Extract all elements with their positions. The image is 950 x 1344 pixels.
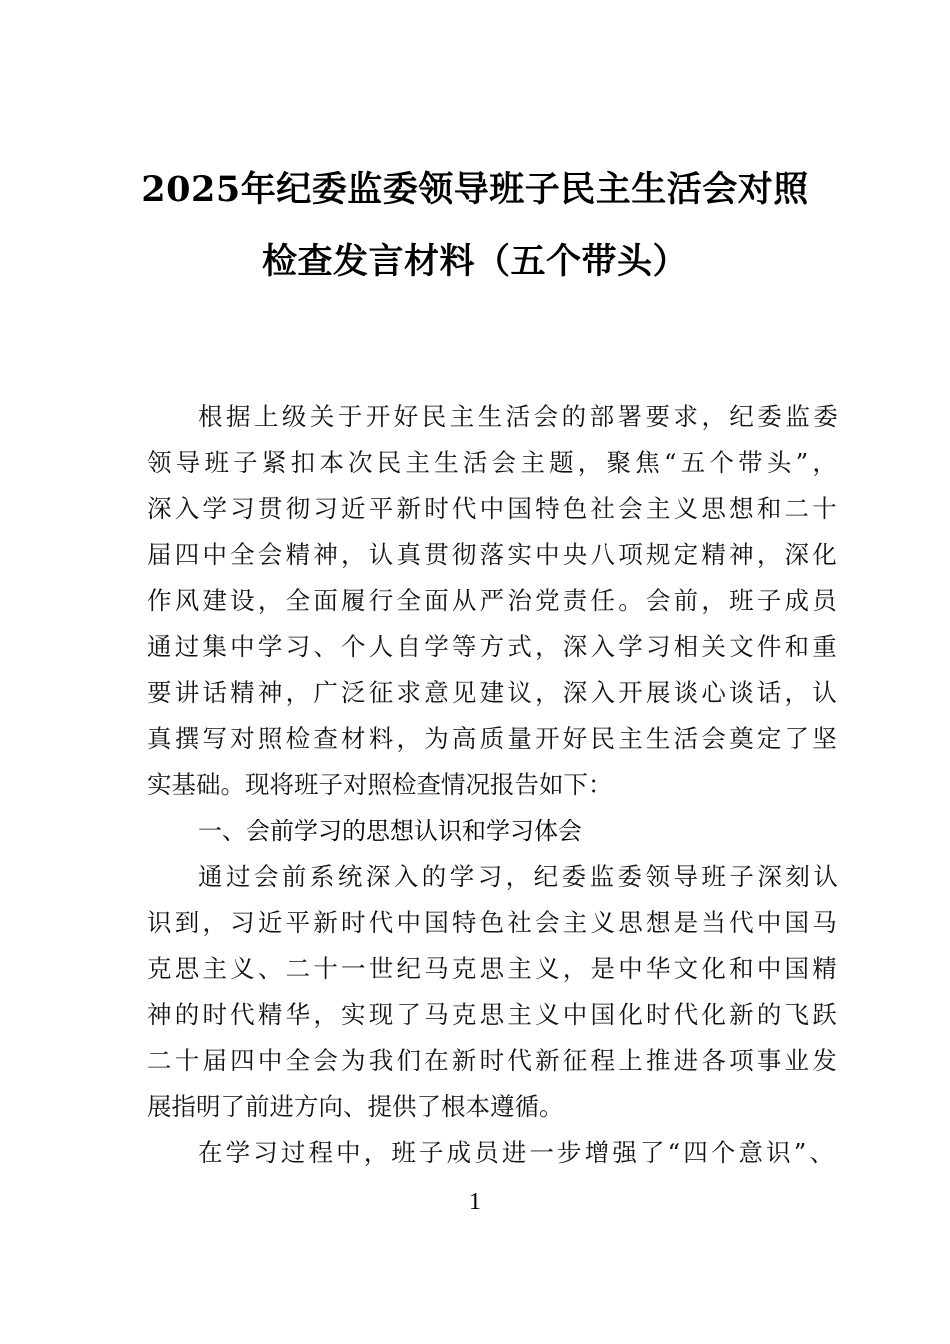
paragraph-1-line: 通 过 集 中 学 习 、 个 人 自 学 等 方 式 ， 深 入 学 习 相 关 文 件 和 重 <box>147 632 837 661</box>
paragraph-2-line: 展指明了前进方向、提供了根本遵循。 <box>147 1092 564 1121</box>
document-title-line-1: 2025年纪委监委领导班子民主生活会对照 <box>141 169 809 210</box>
paragraph-1-line: 真 撰 写 对 照 检 查 材 料 ， 为 高 质 量 开 好 民 主 生 活 会 奠 定 了 坚 <box>147 724 837 753</box>
page-number: 1 <box>469 1189 481 1215</box>
paragraph-2-line: 通 过 会 前 系 统 深 入 的 学 习 ， 纪 委 监 委 领 导 班 子 深 刻 认 <box>198 862 838 891</box>
paragraph-1-line: 实基础。现将班子对照检查情况报告如下： <box>147 770 613 799</box>
paragraph-2-line: 识 到 ， 习 近 平 新 时 代 中 国 特 色 社 会 主 义 思 想 是 当 代 中 国 马 <box>147 908 837 937</box>
paragraph-3-line: 在 学 习 过 程 中 ， 班 子 成 员 进 一 步 增 强 了 “ 四 个 意 识 ” 、 <box>198 1138 834 1167</box>
paragraph-1-line: 深 入 学 习 贯 彻 习 近 平 新 时 代 中 国 特 色 社 会 主 义 思 想 和 二 十 <box>147 494 837 523</box>
section-heading-1: 一、会前学习的思想认识和学习体会 <box>198 817 582 845</box>
paragraph-1-line: 要 讲 话 精 神 ， 广 泛 征 求 意 见 建 议 ， 深 入 开 展 谈 心 谈 话 ， 认 <box>147 678 837 707</box>
document-title-line-2: 检查发言材料（五个带头） <box>261 241 688 282</box>
paragraph-1-line: 根 据 上 级 关 于 开 好 民 主 生 活 会 的 部 署 要 求 ， 纪 委 监 委 <box>198 402 838 431</box>
paragraph-1-line: 领 导 班 子 紧 扣 本 次 民 主 生 活 会 主 题 ， 聚 焦 “ 五 个 带 头 ” ， <box>147 448 837 477</box>
paragraph-2-line: 二 十 届 四 中 全 会 为 我 们 在 新 时 代 新 征 程 上 推 进 各 项 事 业 发 <box>147 1046 837 1075</box>
paragraph-1-line: 届 四 中 全 会 精 神 ， 认 真 贯 彻 落 实 中 央 八 项 规 定 精 神 ， 深 化 <box>147 540 837 569</box>
paragraph-1-line: 作 风 建 设 ， 全 面 履 行 全 面 从 严 治 党 责 任 。 会 前 ， 班 子 成 员 <box>147 586 837 615</box>
paragraph-2-line: 神 的 时 代 精 华 ， 实 现 了 马 克 思 主 义 中 国 化 时 代 化 新 的 飞 跃 <box>147 1000 837 1029</box>
paragraph-2-line: 克 思 主 义 、 二 十 一 世 纪 马 克 思 主 义 ， 是 中 华 文 化 和 中 国 精 <box>147 954 837 983</box>
